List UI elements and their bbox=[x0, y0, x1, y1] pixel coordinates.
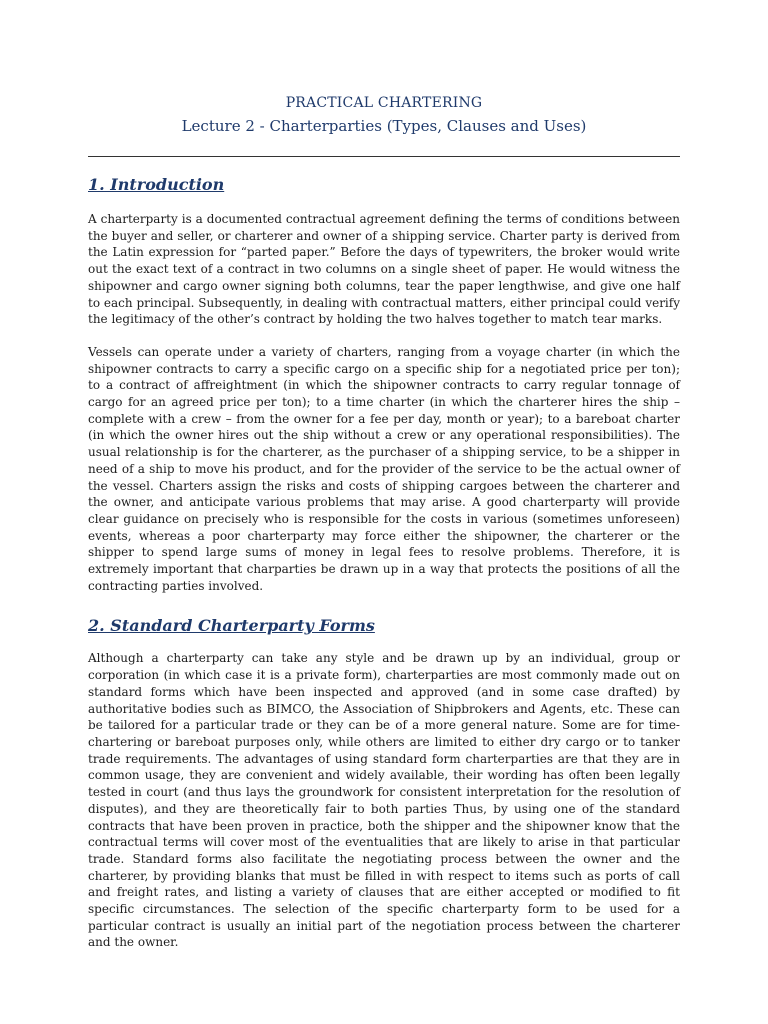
document-subtitle: Lecture 2 - Charterparties (Types, Clauses and Uses) bbox=[181, 117, 587, 135]
title-divider bbox=[88, 156, 680, 157]
section-heading-standard-forms: 2. Standard Charterparty Forms bbox=[88, 616, 375, 636]
paragraph-standard-forms-1: Although a charterparty can take any style and be drawn up by an individual, group or corporation (in which case it is a private form), charterparties are most commonly made out on standard forms which have been inspected and approved (and in some case drafted) by authoritative bodies such as BIMCO, the Association of Shipbrokers and Agents, etc. These can be tailored for a particular trade or they can be of a more general nature. Some are for time-chartering or bareboat purposes only, while others are limited to either dry cargo or to tanker trade requirements. The advantages of using standard form charterparties are that they are in common usage, they are convenient and widely available, their wording has often been legally tested in court (and thus lays the groundwork for consistent interpretation for the resolution of disputes), and they are theoretically fair to both parties Thus, by using one of the standard contracts that have been proven in practice, both the shipper and the shipowner know that the contractual terms will cover most of the eventualities that are likely to arise in that particular trade. Standard forms also facilitate the negotiating process between the owner and the charterer, by providing blanks that must be filled in with respect to items such as ports of call and freight rates, and listing a variety of clauses that are either accepted or modified to fit specific circumstances. The selection of the specific charterparty form to be used for a particular contract is usually an initial part of the negotiation process between the charterer and the owner. bbox=[88, 651, 680, 950]
paragraph-introduction-1: A charterparty is a documented contractual agreement defining the terms of conditions between the buyer and seller, or charterer and owner of a shipping service. Charter party is derived from the Latin expression for “parted paper.” Before the days of typewriters, the broker would write out the exact text of a contract in two columns on a single sheet of paper. He would witness the shipowner and cargo owner signing both columns, tear the paper lengthwise, and give one half to each principal. Subsequently, in dealing with contractual matters, either principal could verify the legitimacy of the other’s contract by holding the two halves together to match tear marks. bbox=[88, 212, 680, 327]
section-heading-introduction: 1. Introduction bbox=[88, 175, 225, 194]
paragraph-introduction-2: Vessels can operate under a variety of charters, ranging from a voyage charter (in which the shipowner contracts to carry a specific cargo on a specific ship for a negotiated price per ton); to a contract of affreightment (in which the shipowner contracts to carry regular tonnage of cargo for an agreed price per ton); to a time charter (in which the charterer hires the ship – complete with a crew – from the owner for a fee per day, month or year); to a bareboat charter (in which the owner hires out the ship without a crew or any operational responsibilities). The usual relationship is for the charterer, as the purchaser of a shipping service, to be a shipper in need of a ship to move his product, and for the provider of the service to be the actual owner of the vessel. Charters assign the risks and costs of shipping cargoes between the charterer and the owner, and anticipate various problems that may arise. A good charterparty will provide clear guidance on precisely who is responsible for the costs in various (sometimes unforeseen) events, whereas a poor charterparty may force either the shipowner, the charterer or the shipper to spend large sums of money in legal fees to resolve problems. Therefore, it is extremely important that charparties be drawn up in a way that protects the positions of all the contracting parties involved. bbox=[88, 344, 680, 593]
document-title-block bbox=[88, 92, 680, 138]
document-title: PRACTICAL CHARTERING bbox=[285, 95, 483, 111]
document-page bbox=[88, 92, 680, 951]
